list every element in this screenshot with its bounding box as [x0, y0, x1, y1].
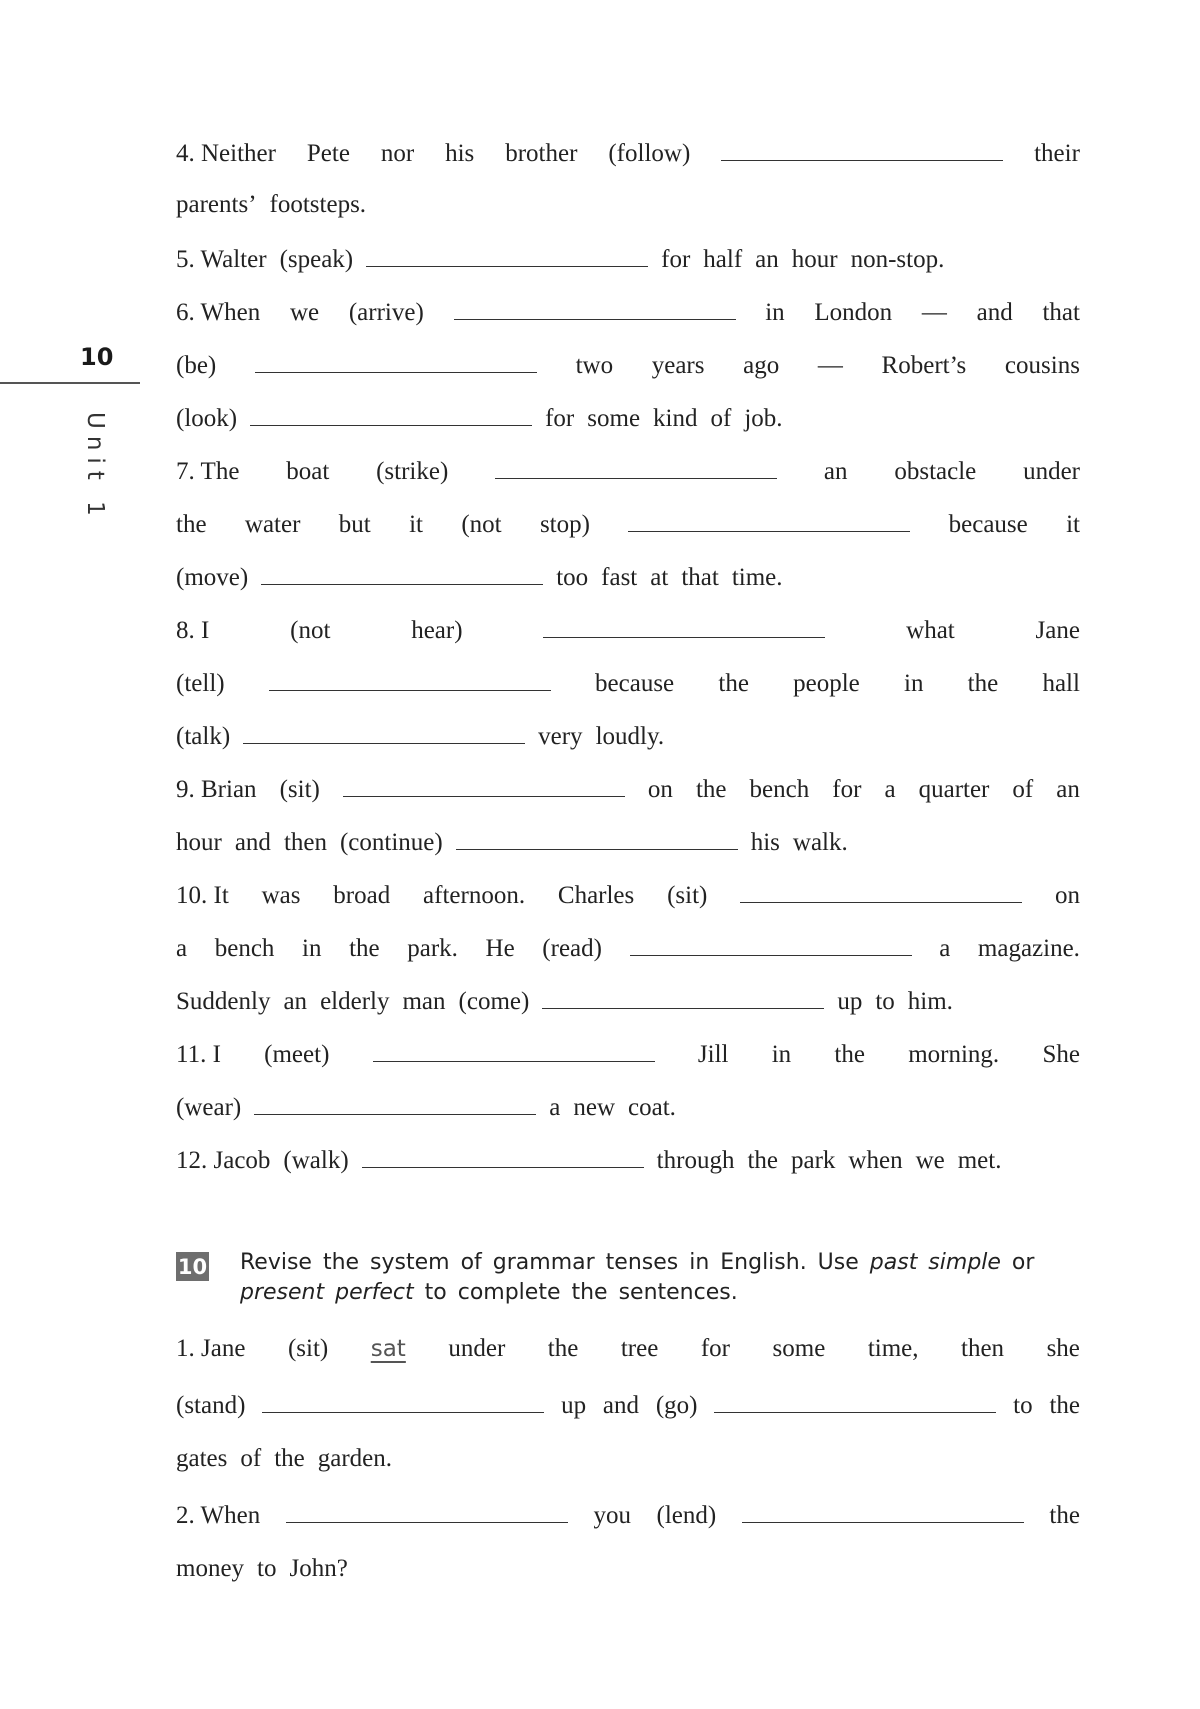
word: on: [1054, 882, 1080, 909]
word: time,: [867, 1335, 919, 1362]
word: the: [834, 1041, 865, 1068]
previous-exercise-line: [176, 138, 1080, 168]
word: a: [176, 935, 188, 962]
word: —: [921, 299, 947, 326]
word: hour: [176, 829, 222, 856]
page-number: 10: [80, 343, 114, 371]
word: Pete: [306, 140, 350, 167]
answer-blank[interactable]: [254, 1092, 536, 1115]
previous-exercise-line: [176, 668, 1080, 698]
answer-blank[interactable]: [630, 933, 912, 956]
word: his: [445, 140, 475, 167]
word: the: [349, 935, 380, 962]
word: a: [939, 935, 951, 962]
word: (be): [176, 352, 217, 379]
word: an: [755, 246, 779, 273]
word: hall: [1042, 670, 1080, 697]
word: for: [545, 405, 575, 432]
previous-exercise-line: [176, 721, 1080, 751]
word: (read): [542, 935, 602, 962]
word: (arrive): [348, 299, 424, 326]
word: 8. I: [176, 617, 210, 644]
previous-exercise-line: [176, 509, 1080, 539]
unit-label: Unit 1: [82, 412, 108, 523]
answer-blank[interactable]: [628, 509, 910, 532]
exercise-number-badge: 10: [176, 1252, 209, 1281]
word: (move): [176, 564, 249, 591]
word: we: [915, 1147, 945, 1174]
word: too: [556, 564, 589, 591]
word: broad: [333, 882, 391, 909]
previous-exercise-line: [176, 880, 1080, 910]
previous-exercise-line: [176, 562, 1080, 592]
word: we: [289, 299, 320, 326]
word: of: [240, 1445, 262, 1472]
word: and: [602, 1392, 640, 1419]
word: quarter: [918, 776, 990, 803]
word: (speak): [279, 246, 354, 273]
word: up: [837, 988, 863, 1015]
word: man: [402, 988, 446, 1015]
word: (walk): [283, 1147, 349, 1174]
word: water: [244, 511, 301, 538]
word: at: [650, 564, 669, 591]
word: the: [967, 670, 999, 697]
word: the: [718, 670, 749, 697]
word: (strike): [376, 458, 449, 485]
answer-blank[interactable]: [714, 1390, 996, 1413]
word: Jane: [1035, 617, 1080, 644]
word: 9. Brian: [176, 776, 257, 803]
previous-exercise-line: [176, 1039, 1080, 1069]
word: ago: [743, 352, 780, 379]
answer-blank[interactable]: [456, 827, 738, 850]
exercise-line: [176, 1500, 1080, 1530]
word: John?: [289, 1555, 348, 1582]
word: and: [976, 299, 1013, 326]
word: (meet): [264, 1041, 330, 1068]
word: stop): [539, 511, 590, 538]
word: cousins: [1004, 352, 1080, 379]
word: 11. I: [176, 1041, 221, 1068]
word: (sit): [279, 776, 320, 803]
answer-blank[interactable]: [262, 1390, 544, 1413]
previous-exercise-line: [176, 933, 1080, 963]
word: (not: [290, 617, 331, 644]
word: of: [710, 405, 732, 432]
answer-blank[interactable]: [343, 774, 625, 797]
answer-blank[interactable]: [543, 615, 825, 638]
word: new: [573, 1094, 615, 1121]
word: an: [823, 458, 848, 485]
word: the: [176, 511, 207, 538]
word: hear): [411, 617, 463, 644]
word: (wear): [176, 1094, 242, 1121]
previous-exercise-line: [176, 615, 1080, 645]
previous-exercise-line: [176, 456, 1080, 486]
word: up: [561, 1392, 587, 1419]
word: you: [593, 1502, 631, 1529]
word: when: [848, 1147, 903, 1174]
word: and: [234, 829, 271, 856]
word: coat.: [628, 1094, 676, 1121]
word: met.: [957, 1147, 1002, 1174]
answer-blank[interactable]: [740, 880, 1022, 903]
word: 5. Walter: [176, 246, 267, 273]
word: 6. When: [176, 299, 261, 326]
exercise-line: [176, 1445, 1080, 1473]
word: (not: [461, 511, 502, 538]
word: under: [448, 1335, 506, 1362]
word: (talk): [176, 723, 231, 750]
word: magazine.: [977, 935, 1080, 962]
word: in: [904, 670, 924, 697]
word: parents’: [176, 191, 257, 218]
word: it: [409, 511, 423, 538]
word: afternoon.: [423, 882, 526, 909]
word: that: [1042, 299, 1080, 326]
answer-blank[interactable]: [454, 297, 736, 320]
word: on: [647, 776, 673, 803]
word: the: [1049, 1502, 1080, 1529]
word: the: [1049, 1392, 1080, 1419]
word: (tell): [176, 670, 225, 697]
answer-blank[interactable]: [373, 1039, 655, 1062]
word: to: [1013, 1392, 1033, 1419]
word: elderly: [320, 988, 390, 1015]
word: because: [948, 511, 1028, 538]
word: tree: [620, 1335, 659, 1362]
answer-blank[interactable]: [362, 1145, 644, 1168]
word: his: [750, 829, 780, 856]
word: of: [1012, 776, 1034, 803]
word: gates: [176, 1445, 228, 1472]
answer-blank[interactable]: [542, 986, 824, 1009]
word: bench: [749, 776, 810, 803]
word: was: [261, 882, 301, 909]
word: fast: [601, 564, 638, 591]
word: a: [884, 776, 896, 803]
previous-exercise-line: [176, 297, 1080, 327]
word: bench: [214, 935, 275, 962]
answer-blank[interactable]: [255, 350, 537, 373]
word: but: [338, 511, 371, 538]
previous-exercise-line: [176, 244, 1080, 274]
word: (look): [176, 405, 238, 432]
word: 2. When: [176, 1502, 261, 1529]
word: morning.: [908, 1041, 1000, 1068]
word: for: [700, 1335, 730, 1362]
answer-blank[interactable]: [261, 562, 543, 585]
word: non-stop.: [850, 246, 945, 273]
word: in: [302, 935, 322, 962]
word: (stand): [176, 1392, 246, 1419]
word: (follow): [608, 140, 691, 167]
word: 1. Jane: [176, 1335, 246, 1362]
answer-blank[interactable]: [250, 403, 532, 426]
word: garden.: [317, 1445, 393, 1472]
word: money: [176, 1555, 245, 1582]
answer-blank[interactable]: [742, 1500, 1024, 1523]
word: hour: [791, 246, 838, 273]
word: kind: [653, 405, 698, 432]
word: some: [587, 405, 641, 432]
word: walk.: [792, 829, 848, 856]
answer-blank[interactable]: [495, 456, 777, 479]
previous-exercise-line: [176, 774, 1080, 804]
word: park: [791, 1147, 836, 1174]
word: (lend): [656, 1502, 717, 1529]
exercise-instruction: Revise the system of grammar tenses in English. Use past simple or present perfect to complete the sentences.: [240, 1250, 1035, 1305]
word: obstacle: [894, 458, 977, 485]
word: nor: [380, 140, 415, 167]
word: 7. The: [176, 458, 240, 485]
word: two: [575, 352, 614, 379]
previous-exercise-line: [176, 827, 1080, 857]
word: then: [961, 1335, 1005, 1362]
answer-blank[interactable]: [721, 138, 1003, 161]
word: (sit): [287, 1335, 329, 1362]
word: it: [1066, 511, 1080, 538]
word: half: [703, 246, 743, 273]
word: through: [656, 1147, 735, 1174]
word: that: [681, 564, 719, 591]
word: (come): [458, 988, 530, 1015]
word: the: [547, 1335, 579, 1362]
word: Jill: [697, 1041, 729, 1068]
word: 4. Neither: [176, 140, 276, 167]
previous-exercise-line: [176, 350, 1080, 380]
word: park.: [407, 935, 458, 962]
word: him.: [907, 988, 953, 1015]
word: (continue): [339, 829, 443, 856]
word: (go): [655, 1392, 698, 1419]
exercise-line: [176, 1335, 1080, 1363]
word: brother: [505, 140, 578, 167]
word: for: [661, 246, 691, 273]
word: an: [1056, 776, 1080, 803]
word: what: [906, 617, 955, 644]
word: for: [832, 776, 862, 803]
word: Charles: [557, 882, 635, 909]
word: 12. Jacob: [176, 1147, 271, 1174]
word: then: [283, 829, 327, 856]
previous-exercise-line: [176, 1092, 1080, 1122]
word: she: [1046, 1335, 1080, 1362]
word: 10. It: [176, 882, 229, 909]
word: years: [651, 352, 705, 379]
word: She: [1042, 1041, 1080, 1068]
word: the: [695, 776, 727, 803]
word: in: [771, 1041, 792, 1068]
word: job.: [744, 405, 783, 432]
word: Robert’s: [881, 352, 967, 379]
previous-exercise-line: [176, 1145, 1080, 1175]
word: footsteps.: [269, 191, 367, 218]
answer-blank[interactable]: [243, 721, 525, 744]
exercise-line: [176, 1555, 1080, 1583]
previous-exercise-line: [176, 403, 1080, 433]
word: because: [595, 670, 675, 697]
word: London: [814, 299, 893, 326]
word: people: [793, 670, 860, 697]
margin-rule: [0, 382, 140, 384]
word: loudly.: [595, 723, 665, 750]
answer-blank[interactable]: [269, 668, 551, 691]
word: (sit): [667, 882, 708, 909]
word: very: [538, 723, 583, 750]
word: the: [747, 1147, 778, 1174]
answer-blank[interactable]: [366, 244, 648, 267]
word: in: [765, 299, 785, 326]
exercise-line: [176, 1390, 1080, 1420]
word: under: [1023, 458, 1080, 485]
word: He: [485, 935, 515, 962]
word: their: [1034, 140, 1080, 167]
word: a: [549, 1094, 561, 1121]
previous-exercise-line: [176, 986, 1080, 1016]
word: an: [283, 988, 308, 1015]
word: to: [875, 988, 895, 1015]
word: the: [274, 1445, 305, 1472]
answer-blank[interactable]: [286, 1500, 568, 1523]
word: some: [772, 1335, 826, 1362]
word: to: [257, 1555, 277, 1582]
previous-exercise-line: [176, 191, 1080, 219]
word: —: [817, 352, 843, 379]
word: Suddenly: [176, 988, 271, 1015]
sample-answer: sat: [370, 1336, 406, 1362]
word: boat: [286, 458, 330, 485]
word: time.: [731, 564, 783, 591]
